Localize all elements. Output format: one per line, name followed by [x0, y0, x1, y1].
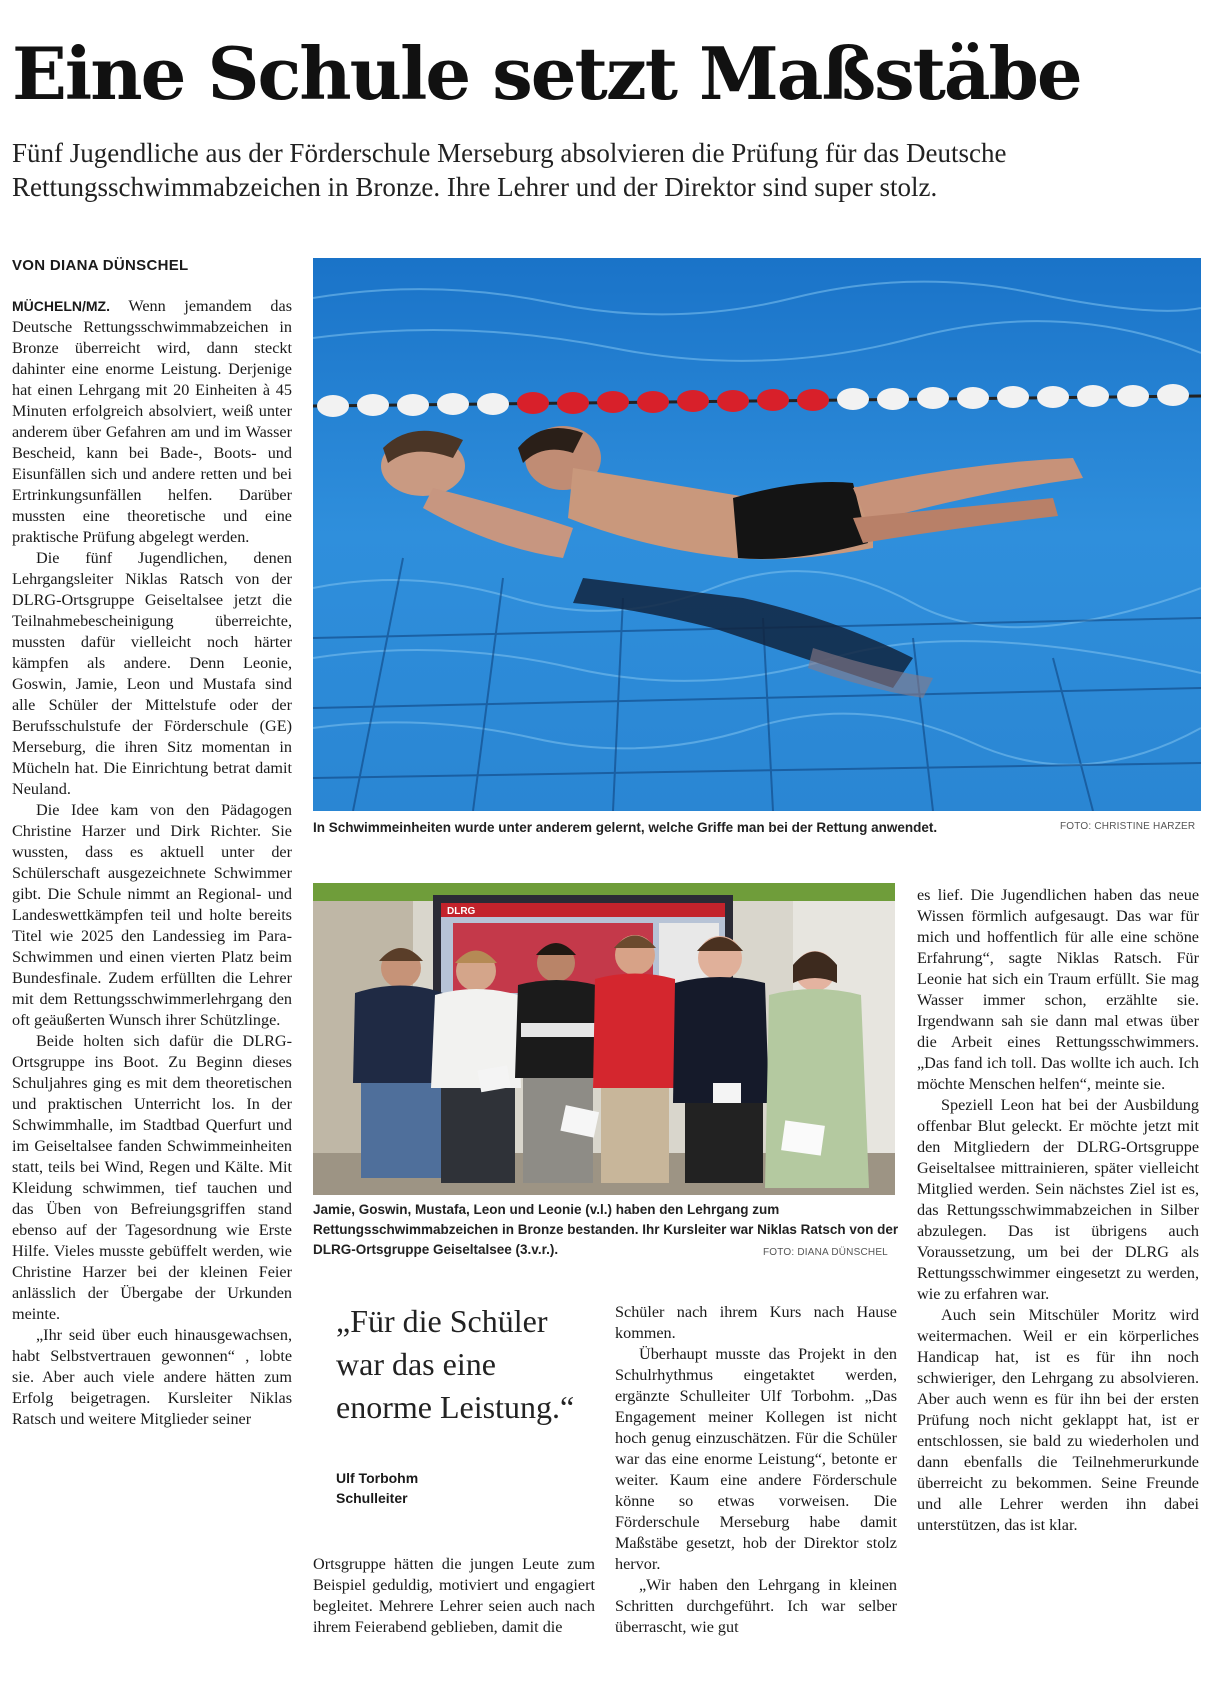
article-column-4 — [917, 885, 1199, 1536]
byline: VON DIANA DÜNSCHEL — [12, 257, 189, 274]
paragraph — [12, 296, 292, 548]
paragraph: Auch sein Mitschüler Moritz wird weitermachen. Weil er ein körperliches Handicap hat, ist es für ihn noch schwieriger, den Lehrgang zu absolvieren. Aber auch wenn es für ihn bei der ersten Prüfung noch nicht geklappt hat, ist er entschlossen, sie bald zu wiederholen und dann ebenfalls die Teilnehmerurkunde überreicht zu bekommen. Seine Freunde und alle Lehrer werden ihn dabei unterstützen, das ist klar. — [917, 1306, 1199, 1534]
paragraph: „Wir haben den Lehrgang in kleinen Schritten durchgeführt. Ich war selber überrascht, wie gut — [615, 1576, 897, 1636]
photo1-caption: In Schwimmeinheiten wurde unter anderem gelernt, welche Griffe man bei der Rettung anwendet. — [313, 820, 938, 835]
pull-quote: „Für die Schüler war das eine enorme Leistung.“ — [336, 1303, 575, 1425]
paragraph: Überhaupt musste das Projekt in den Schulrhythmus eingetaktet werden, ergänzte Schulleiter Ulf Torbohm. „Das Engagement meiner Kollegen ist nicht hoch genug einzuschätzen. Für die Schüler war das eine enorme Leistung“, betonte er weiter. Kaum eine andere Förderschule könne so etwas vorweisen. Die Förderschule Merseburg habe damit Maßstäbe gesetzt, hob der Direktor stolz hervor. — [615, 1345, 897, 1573]
paragraph: Schüler nach ihrem Kurs nach Hause kommen. — [615, 1303, 897, 1342]
paragraph: Die fünf Jugendlichen, denen Lehrgangsleiter Niklas Ratsch von der DLRG-Ortsgruppe Geiseltalsee jetzt die Teilnahmebescheinigung überreichte, mussten dafür vielleicht noch härter kämpfen als andere. Denn Leonie, Goswin, Jamie, Leon und Mustafa sind alle Schüler der Mittelstufe oder der Berufsschulstufe der Förderschule (GE) Merseburg, die ihren Sitz momentan in Mücheln hat. Die Einrichtung betrat damit Neuland. — [12, 549, 292, 798]
article-column-1 — [12, 296, 292, 1430]
headline: Eine Schule setzt Maßstäbe — [12, 31, 1081, 116]
photo2-credit: FOTO: DIANA DÜNSCHEL — [763, 1247, 888, 1258]
pull-quote-author: Ulf Torbohm — [336, 1470, 419, 1486]
paragraph: Ortsgruppe hätten die jungen Leute zum Beispiel geduldig, motiviert und engagiert begleitet. Mehrere Lehrer seien auch nach ihrem Feierabend geblieben, damit die — [313, 1555, 595, 1636]
screen-logo: DLRG — [447, 906, 476, 917]
paragraph: Die Idee kam von den Pädagogen Christine Harzer und Dirk Richter. Sie wussten, dass es aktuell unter der Schülerschaft ausgezeichnete Schwimmer gibt. Die Schule nimmt an Regional- und Landeswettkämpfen teil und holte bereits Titel wie 2025 den Landessieg im Para-Schwimmen und einen vierten Platz beim Bundesfinale. Zudem erfüllten die Lehrer mit dem Rettungsschwimmerlehrgang den oft geäußerten Wunsch ihrer Schützlinge. — [12, 801, 292, 1029]
pull-quote-role: Schulleiter — [336, 1490, 408, 1506]
dateline: MÜCHELN/MZ. — [12, 298, 110, 314]
paragraph: es lief. Die Jugendlichen haben das neue Wissen förmlich aufgesaugt. Das war für mich und hoffentlich für alle eine schöne Erfahrung“, sagte Niklas Ratsch. Für Leonie hat sich ein Traum erfüllt. Sie mag Wasser immer schon, erzählte sie. Irgendwann sah sie dann mal etwas über die Arbeit eines Rettungsschwimmers. „Das fand ich toll. Das wollte ich auch. Ich möchte Menschen helfen“, meinte sie. — [917, 886, 1199, 1093]
photo-swimming-rescue — [313, 258, 1201, 811]
photo2-caption: Jamie, Goswin, Mustafa, Leon und Leonie (v.l.) haben den Lehrgang zum Rettungsschwimmabzeichen in Bronze bestanden. Ihr Kursleiter war Niklas Ratsch von der DLRG-Ortsgruppe Geiseltalsee (3.v.r.). — [313, 1202, 899, 1257]
article-column-3 — [615, 1302, 897, 1638]
paragraph: Beide holten sich dafür die DLRG-Ortsgruppe ins Boot. Zu Beginn dieses Schuljahres ging es mit dem theoretischen und praktischen Unterricht los. In der Schwimmhalle, im Stadtbad Querfurt und im Geiseltalsee fanden Schwimmeinheiten statt, teils bei Wind, Regen und Kälte. Mit Kleidung schwimmen, tief tauchen und das Üben von Befreiungsgriffen stand ebenso auf der Tagesordnung wie Erste Hilfe. Vieles musste gebüffelt werden, wie Christine Harzer bei der kleinen Feier anlässlich der Übergabe der Urkunden meinte. — [12, 1032, 292, 1323]
photo1-credit: FOTO: CHRISTINE HARZER — [1060, 821, 1196, 832]
paragraph: Speziell Leon hat bei der Ausbildung offenbar Blut geleckt. Er möchte jetzt mit den Mitgliedern der DLRG-Ortsgruppe Geiseltalsee mittrainieren, später vielleicht Mitglied werden. Sein nächstes Ziel ist es, das Rettungsschwimmabzeichen in Silber abzulegen. Das ist übrigens auch Voraussetzung, um bei der DLRG als Rettungsschwimmer eingesetzt zu werden, wie zu erfahren war. — [917, 1096, 1199, 1303]
photo-group — [313, 883, 895, 1195]
article-column-2 — [313, 1554, 595, 1638]
paragraph-text: Wenn jemandem das Deutsche Rettungsschwimmabzeichen in Bronze überreicht wird, dann steckt dahinter eine enorme Leistung. Derjenige hat einen Lehrgang mit 20 Einheiten à 45 Minuten erfolgreich absolviert, weiß unter anderem über Gefahren am und im Wasser Bescheid, kann bei Bade-, Boots- und Eisunfällen sich und andere retten und bei Ertrinkungsunfällen helfen. Darüber mussten eine theoretische und eine praktische Prüfung abgelegt werden. — [12, 297, 292, 546]
paragraph: „Ihr seid über euch hinausgewachsen, habt Selbstvertrauen gewonnen“ , lobte sie. Aber auch viele andere hätten zum Erfolg beigetragen. Kursleiter Niklas Ratsch und weitere Mitglieder seiner — [12, 1326, 292, 1428]
subtitle: Fünf Jugendliche aus der Förderschule Merseburg absolvieren die Prüfung für das Deutsche Rettungsschwimmabzeichen in Bronze. Ihre Lehrer und der Direktor sind super stolz. — [12, 138, 1007, 202]
